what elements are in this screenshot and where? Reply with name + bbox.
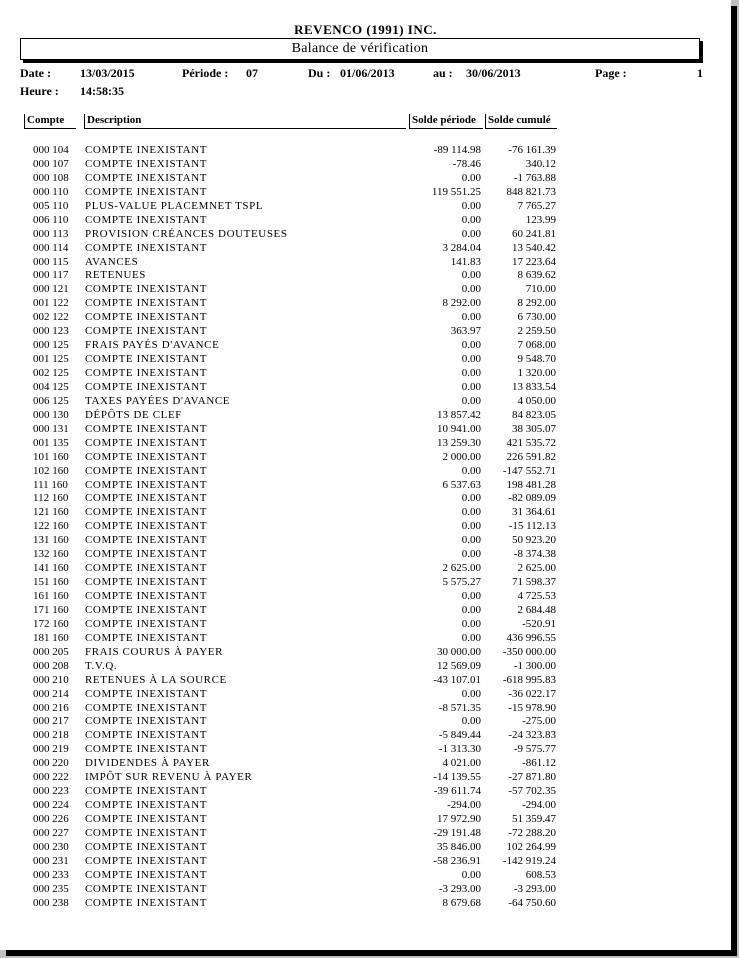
table-row [0,617,731,631]
account-cell: 172 160 [33,617,69,630]
cumulative-balance-cell: 13 833.54 [512,380,556,393]
description-cell: COMPTE INEXISTANT [85,213,208,226]
account-cell: 000 233 [33,868,69,881]
cumulative-balance-cell: 1 320.00 [517,367,556,379]
description-cell: COMPTE INEXISTANT [85,743,208,756]
period-balance-cell: 13 857.42 [437,408,481,421]
description-cell: COMPTE INEXISTANT [85,590,208,602]
description-cell: COMPTE INEXISTANT [85,715,208,728]
table-row [0,394,731,408]
description-cell: COMPTE INEXISTANT [85,450,208,463]
period-balance-cell: 8 292.00 [442,297,481,310]
description-cell: FRAIS COURUS À PAYER [85,645,224,658]
account-cell: 000 231 [33,854,69,867]
period-balance-cell: -29 191.48 [433,826,481,839]
description-cell: COMPTE INEXISTANT [85,603,208,616]
account-cell: 000 230 [33,840,69,853]
table-row [0,826,731,840]
account-cell: 000 130 [33,408,69,421]
description-cell: COMPTE INEXISTANT [85,868,208,881]
cumulative-balance-cell: 123.99 [525,213,556,226]
cumulative-balance-cell: 13 540.42 [512,241,556,254]
account-cell: 111 160 [33,478,68,491]
company-name: REVENCO (1991) INC. [294,22,437,37]
table-row [0,784,731,798]
description-cell: DÉPÔTS DE CLEF [85,408,183,421]
table-row [0,840,731,854]
period-balance-cell: 0.00 [461,367,481,379]
table-row [0,882,731,896]
account-cell: 161 160 [33,590,69,602]
period-balance-cell: -8 571.35 [438,701,481,714]
period-balance-cell: 6 537.63 [442,478,481,491]
account-cell: 002 125 [33,367,69,379]
period-balance-cell: -39 611.74 [433,785,481,798]
cumulative-balance-cell: 84 823.05 [512,408,556,421]
description-cell: COMPTE INEXISTANT [85,826,208,839]
table-row [0,714,731,728]
account-cell: 102 160 [33,464,69,477]
table-row [0,491,731,505]
account-cell: 000 227 [33,826,69,839]
table-row [0,687,731,701]
cumulative-balance-cell: 2 684.48 [517,603,556,616]
table-row [0,310,731,324]
cumulative-balance-cell: -350 000.00 [502,645,556,658]
period-balance-cell: 0.00 [461,464,481,477]
time-label: Heure : [20,84,59,98]
table-row [0,603,731,617]
period-balance-cell: 0.00 [461,269,481,282]
description-cell: T.V.Q. [85,659,118,672]
account-cell: 001 135 [33,436,69,449]
page-shadow-right [731,6,737,956]
table-row [0,366,731,380]
table-row [0,227,731,241]
period-balance-cell: 0.00 [461,227,481,240]
cumulative-balance-cell: 226 591.82 [506,450,556,463]
description-cell: COMPTE INEXISTANT [85,882,208,895]
account-cell: 132 160 [33,548,69,561]
period-balance-cell: 12 569.09 [437,659,481,672]
description-cell: AVANCES [85,255,139,268]
account-cell: 000 217 [33,715,69,728]
period-balance-cell: 0.00 [461,283,481,296]
period-balance-cell: -89 114.98 [433,144,481,156]
table-row [0,575,731,589]
table-row [0,422,731,436]
cumulative-balance-cell: 421 535.72 [506,436,556,449]
description-cell: COMPTE INEXISTANT [85,631,208,644]
period-balance-cell: 2 000.00 [442,450,481,463]
period-balance-cell: 0.00 [461,380,481,393]
from-value: 01/06/2013 [340,66,395,80]
cumulative-balance-cell: -76 161.39 [508,144,556,156]
period-balance-cell: 2 625.00 [442,562,481,575]
period-balance-cell: 0.00 [461,548,481,561]
description-cell: COMPTE INEXISTANT [85,157,208,170]
account-cell: 001 125 [33,353,69,366]
period-balance-cell: 0.00 [461,492,481,505]
cumulative-balance-cell: 7 765.27 [517,199,556,212]
cumulative-balance-cell: -8 374.38 [513,548,556,561]
description-cell: COMPTE INEXISTANT [85,380,208,393]
account-cell: 181 160 [33,631,69,644]
period-balance-cell: 0.00 [461,687,481,700]
report-title: Balance de vérification [20,38,700,60]
cumulative-balance-cell: 6 730.00 [517,311,556,324]
table-row [0,631,731,645]
cumulative-balance-cell: -618 995.83 [502,673,556,686]
table-row [0,352,731,366]
table-row [0,408,731,422]
description-cell: COMPTE INEXISTANT [85,492,208,505]
table-row [0,659,731,673]
table-row [0,338,731,352]
description-cell: COMPTE INEXISTANT [85,576,208,589]
cumulative-balance-cell: 2 625.00 [517,562,556,575]
period-balance-cell: -294.00 [447,799,481,812]
description-cell: COMPTE INEXISTANT [85,353,208,366]
cumulative-balance-cell: -861.12 [522,757,556,770]
period-balance-cell: 8 679.68 [442,896,481,909]
description-cell: COMPTE INEXISTANT [85,548,208,561]
account-cell: 006 125 [33,394,69,407]
description-cell: COMPTE INEXISTANT [85,617,208,630]
account-cell: 001 122 [33,297,69,310]
description-cell: COMPTE INEXISTANT [85,185,208,198]
account-cell: 121 160 [33,506,69,519]
cumulative-balance-cell: 17 223.64 [512,255,556,268]
cumulative-balance-cell: 102 264.99 [506,840,556,853]
description-cell: COMPTE INEXISTANT [85,896,208,909]
cumulative-balance-cell: 436 996.55 [506,631,556,644]
table-row [0,854,731,868]
table-row [0,533,731,547]
account-cell: 000 131 [33,422,69,435]
description-cell: DIVIDENDES À PAYER [85,757,210,770]
account-cell: 000 123 [33,325,69,338]
description-cell: COMPTE INEXISTANT [85,325,208,338]
account-cell: 000 222 [33,771,69,784]
description-cell: COMPTE INEXISTANT [85,171,208,184]
description-cell: RETENUES À LA SOURCE [85,673,227,686]
description-cell: COMPTE INEXISTANT [85,241,208,254]
account-cell: 141 160 [33,562,69,575]
table-row [0,268,731,282]
table-row [0,450,731,464]
description-cell: IMPÔT SUR REVENU À PAYER [85,771,253,784]
description-cell: TAXES PAYÉES D'AVANCE [85,394,231,407]
table-row [0,561,731,575]
account-cell: 000 218 [33,729,69,742]
account-cell: 000 125 [33,339,69,352]
table-row [0,464,731,478]
table-row [0,742,731,756]
table-row [0,171,731,185]
account-cell: 000 121 [33,283,69,296]
period-balance-cell: -3 293.00 [438,882,481,895]
period-balance-cell: 141.83 [450,255,481,268]
account-cell: 000 115 [33,255,69,268]
cumulative-balance-cell: -64 750.60 [508,896,556,909]
date-value: 13/03/2015 [80,66,135,80]
description-cell: PLUS-VALUE PLACEMNET TSPL [85,199,264,212]
account-cell: 122 160 [33,520,69,533]
period-balance-cell: -58 236.91 [433,854,481,867]
to-value: 30/06/2013 [466,66,521,80]
cumulative-balance-cell: -3 293.00 [513,882,556,895]
cumulative-balance-cell: 8 292.00 [517,297,556,310]
account-cell: 000 235 [33,882,69,895]
account-cell: 112 160 [33,492,69,505]
period-balance-cell: 0.00 [461,617,481,630]
cumulative-balance-cell: 848 821.73 [506,185,556,198]
cumulative-balance-cell: -82 089.09 [508,492,556,505]
period-balance-cell: 0.00 [461,311,481,324]
account-cell: 000 216 [33,701,69,714]
table-row [0,868,731,882]
period-value: 07 [246,66,258,80]
balance-table-body [0,143,731,910]
account-cell: 000 210 [33,673,69,686]
account-cell: 000 113 [33,227,69,240]
cumulative-balance-cell: 198 481.28 [506,478,556,491]
to-label: au : [433,66,453,80]
account-cell: 000 117 [33,269,69,282]
description-cell: PROVISION CRÉANCES DOUTEUSES [85,227,288,240]
period-balance-cell: 0.00 [461,339,481,352]
period-balance-cell: 0.00 [461,171,481,184]
description-cell: COMPTE INEXISTANT [85,799,208,812]
table-row [0,812,731,826]
cumulative-balance-cell: -27 871.80 [508,771,556,784]
account-cell: 000 224 [33,799,69,812]
period-balance-cell: 0.00 [461,520,481,533]
table-row [0,185,731,199]
table-row [0,157,731,171]
account-cell: 002 122 [33,311,69,324]
period-label: Période : [182,66,229,80]
table-row [0,701,731,715]
description-cell: COMPTE INEXISTANT [85,283,208,296]
column-header-cumulative-balance: Solde cumulé [485,114,557,129]
description-cell: COMPTE INEXISTANT [85,854,208,867]
table-row [0,436,731,450]
period-balance-cell: 0.00 [461,868,481,881]
description-cell: RETENUES [85,269,147,282]
account-cell: 131 160 [33,534,69,547]
table-row [0,380,731,394]
cumulative-balance-cell: 50 923.20 [512,534,556,547]
cumulative-balance-cell: 4 050.00 [517,394,556,407]
account-cell: 006 110 [33,213,69,226]
cumulative-balance-cell: -275.00 [522,715,556,728]
cumulative-balance-cell: -9 575.77 [513,743,556,756]
account-cell: 000 108 [33,171,69,184]
period-balance-cell: -43 107.01 [433,673,481,686]
cumulative-balance-cell: -520.91 [522,617,556,630]
cumulative-balance-cell: 51 359.47 [512,813,556,825]
account-cell: 000 223 [33,785,69,798]
description-cell: COMPTE INEXISTANT [85,311,208,324]
period-balance-cell: 10 941.00 [437,422,481,435]
cumulative-balance-cell: -24 323.83 [508,729,556,742]
account-cell: 000 104 [33,144,69,156]
cumulative-balance-cell: -1 763.88 [513,171,556,184]
cumulative-balance-cell: 31 364.61 [512,506,556,519]
table-row [0,296,731,310]
account-cell: 151 160 [33,576,69,589]
account-cell: 000 208 [33,659,69,672]
account-cell: 000 238 [33,896,69,909]
period-balance-cell: 0.00 [461,590,481,602]
description-cell: COMPTE INEXISTANT [85,478,208,491]
period-balance-cell: 17 972.90 [437,813,481,825]
table-row [0,728,731,742]
table-row [0,645,731,659]
column-header-account: Compte [24,114,76,129]
table-row [0,143,731,157]
period-balance-cell: 0.00 [461,603,481,616]
description-cell: COMPTE INEXISTANT [85,144,208,156]
date-label: Date : [20,66,51,80]
cumulative-balance-cell: 340.12 [525,157,556,170]
cumulative-balance-cell: 71 598.37 [512,576,556,589]
table-row [0,798,731,812]
cumulative-balance-cell: -15 112.13 [508,520,556,533]
period-balance-cell: 0.00 [461,506,481,519]
account-cell: 000 220 [33,757,69,770]
account-cell: 171 160 [33,603,69,616]
table-row [0,756,731,770]
account-cell: 000 114 [33,241,69,254]
table-row [0,673,731,687]
from-label: Du : [308,66,331,80]
description-cell: COMPTE INEXISTANT [85,520,208,533]
account-cell: 101 160 [33,450,69,463]
cumulative-balance-cell: 60 241.81 [512,227,556,240]
table-row [0,241,731,255]
period-balance-cell: 363.97 [450,325,481,338]
period-balance-cell: 4 021.00 [442,757,481,770]
description-cell: COMPTE INEXISTANT [85,464,208,477]
account-cell: 000 219 [33,743,69,756]
period-balance-cell: -14 139.55 [433,771,481,784]
period-balance-cell: 3 284.04 [442,241,481,254]
period-balance-cell: 35 846.00 [437,840,481,853]
cumulative-balance-cell: 9 548.70 [517,353,556,366]
cumulative-balance-cell: 2 259.50 [517,325,556,338]
description-cell: COMPTE INEXISTANT [85,813,208,825]
table-row [0,770,731,784]
cumulative-balance-cell: 608.53 [525,868,556,881]
period-balance-cell: 0.00 [461,213,481,226]
period-balance-cell: 0.00 [461,631,481,644]
period-balance-cell: 0.00 [461,199,481,212]
cumulative-balance-cell: -142 919.24 [502,854,556,867]
description-cell: COMPTE INEXISTANT [85,687,208,700]
period-balance-cell: -78.46 [452,157,481,170]
cumulative-balance-cell: 710.00 [525,283,556,296]
description-cell: COMPTE INEXISTANT [85,562,208,575]
table-row [0,282,731,296]
period-balance-cell: 0.00 [461,353,481,366]
account-cell: 000 226 [33,813,69,825]
period-balance-cell: -1 313.30 [438,743,481,756]
description-cell: COMPTE INEXISTANT [85,785,208,798]
description-cell: COMPTE INEXISTANT [85,534,208,547]
period-balance-cell: 0.00 [461,715,481,728]
description-cell: COMPTE INEXISTANT [85,701,208,714]
description-cell: COMPTE INEXISTANT [85,840,208,853]
cumulative-balance-cell: -1 300.00 [513,659,556,672]
table-row [0,199,731,213]
page-label: Page : [595,66,627,80]
period-balance-cell: 0.00 [461,394,481,407]
cumulative-balance-cell: -57 702.35 [508,785,556,798]
period-balance-cell: -5 849.44 [438,729,481,742]
period-balance-cell: 30 000.00 [437,645,481,658]
account-cell: 004 125 [33,380,69,393]
description-cell: COMPTE INEXISTANT [85,729,208,742]
account-cell: 000 110 [33,185,69,198]
page-shadow-bottom [6,950,737,956]
cumulative-balance-cell: -15 978.90 [508,701,556,714]
column-header-description: Description [84,114,406,129]
period-balance-cell: 5 575.27 [442,576,481,589]
account-cell: 005 110 [33,199,69,212]
account-cell: 000 214 [33,687,69,700]
period-balance-cell: 13 259.30 [437,436,481,449]
table-row [0,896,731,910]
cumulative-balance-cell: -72 288.20 [508,826,556,839]
description-cell: COMPTE INEXISTANT [85,367,208,379]
page-value: 1 [697,66,703,80]
cumulative-balance-cell: -294.00 [522,799,556,812]
cumulative-balance-cell: -36 022.17 [508,687,556,700]
cumulative-balance-cell: 38 305.07 [512,422,556,435]
table-row [0,213,731,227]
table-row [0,547,731,561]
description-cell: COMPTE INEXISTANT [85,297,208,310]
description-cell: FRAIS PAYÉS D'AVANCE [85,339,220,352]
column-header-period-balance: Solde période [409,114,483,129]
table-row [0,589,731,603]
cumulative-balance-cell: 8 639.62 [517,269,556,282]
description-cell: COMPTE INEXISTANT [85,436,208,449]
cumulative-balance-cell: 7 068.00 [517,339,556,352]
period-balance-cell: 0.00 [461,534,481,547]
table-row [0,505,731,519]
time-value: 14:58:35 [80,84,124,98]
cumulative-balance-cell: 4 725.53 [517,590,556,602]
table-row [0,324,731,338]
description-cell: COMPTE INEXISTANT [85,422,208,435]
table-row [0,519,731,533]
account-cell: 000 107 [33,157,69,170]
description-cell: COMPTE INEXISTANT [85,506,208,519]
table-row [0,255,731,269]
period-balance-cell: 119 551.25 [431,185,481,198]
cumulative-balance-cell: -147 552.71 [502,464,556,477]
table-row [0,478,731,492]
account-cell: 000 205 [33,645,69,658]
